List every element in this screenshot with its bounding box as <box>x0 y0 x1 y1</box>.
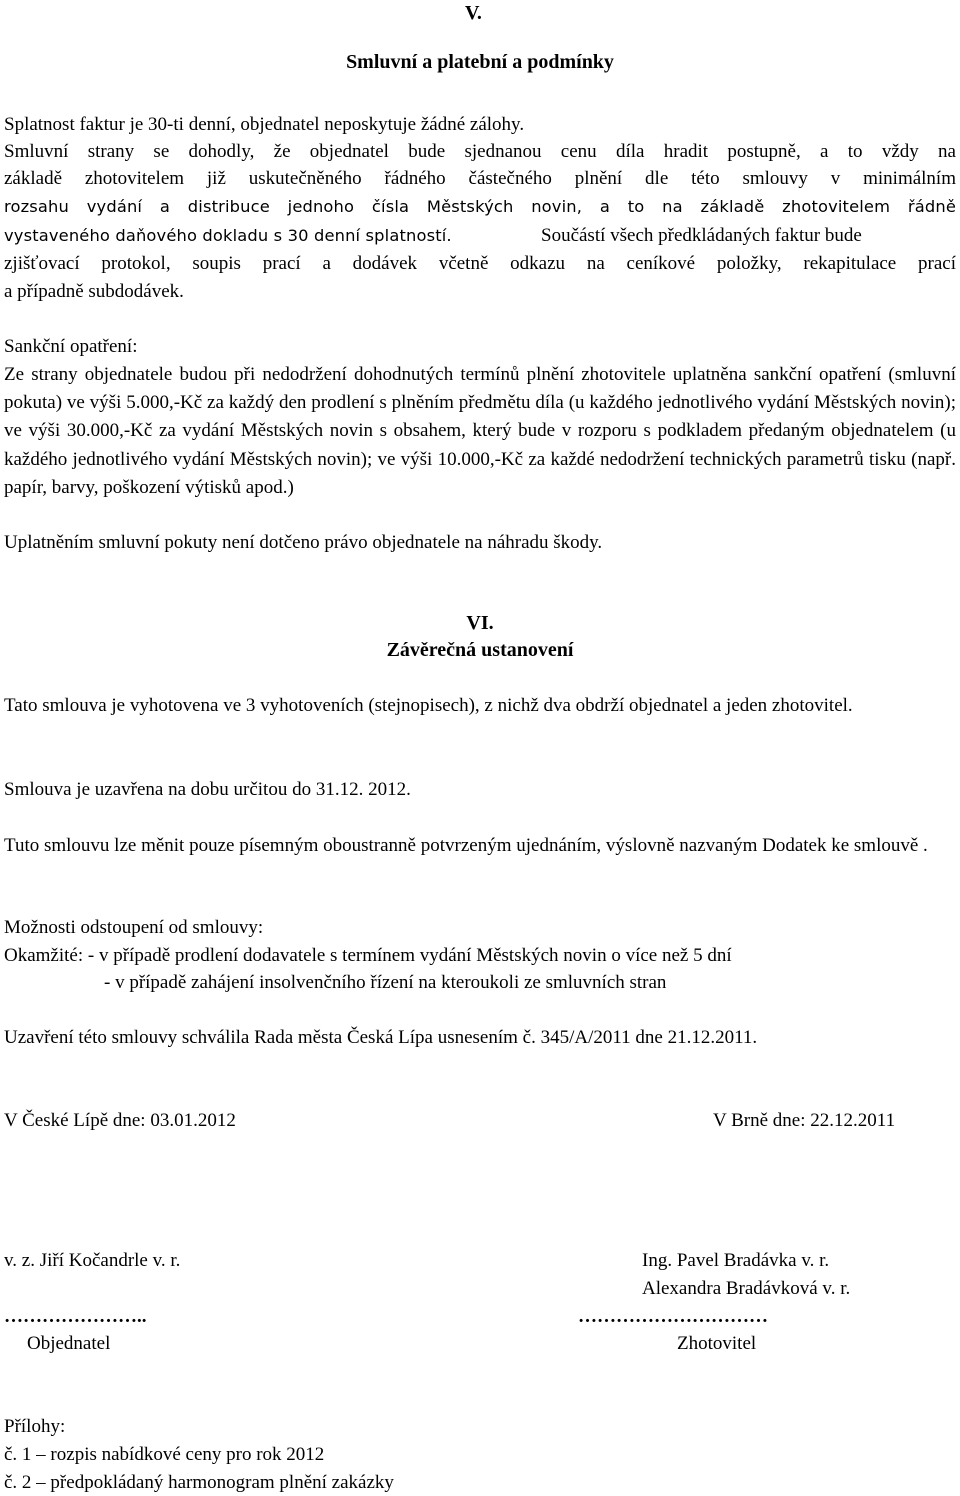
payment-terms-text: Splatnost faktur je 30-ti denní, objednatel neposkytuje žádné zálohy. <box>4 114 525 135</box>
payment-line: Součástí všech předkládaných faktur bude <box>541 225 862 246</box>
amendment-text: Tuto smlouvu lze měnit pouze písemným oboustranně potvrzeným ujednáním, výslovně nazvaným Dodatek ke smlouvě . <box>4 835 928 856</box>
place-date-right: V Brně dne: 22.12.2011 <box>713 1110 896 1131</box>
contract-term: Smlouva je uzavřena na dobu určitou do 31.12. 2012. <box>4 779 411 800</box>
sanctions-last-line: Uplatněním smluvní pokuty není dotčeno právo objednatele na náhradu škody. <box>4 532 603 553</box>
council-approval: Uzavření této smlouvy schválila Rada města Česká Lípa usnesením č. 345/A/2011 dne 21.12.2011. <box>4 1027 758 1048</box>
payment-line: a případně subdodávek. <box>4 281 184 302</box>
section-title: Závěrečná ustanovení <box>386 639 574 661</box>
signer-left: v. z. Jiří Kočandrle v. r. <box>4 1250 181 1271</box>
sanctions-label: Sankční opatření: <box>4 336 138 357</box>
withdrawal-line: - v případě zahájení insolvenčního řízení na kteroukoli ze smluvních stran <box>104 972 667 993</box>
place-date-left: V České Lípě dne: 03.01.2012 <box>4 1110 236 1131</box>
withdrawal-line: Okamžité: - v případě prodlení dodavatele s termínem vydání Městských novin o více než 5 dní <box>4 945 732 966</box>
role-right: Zhotovitel <box>677 1333 757 1354</box>
section-title: Smluvní a platební a podmínky <box>346 51 614 73</box>
payment-line: rozsahu vydání a distribuce jednoho čísla Městských novin, a to na základě zhotovitelem řádně <box>4 197 956 216</box>
sanctions-text: Ze strany objednatele budou při nedodržení dohodnutých termínů plnění zhotovitele uplatněna sankční opatření (smluvní pokuta) ve výši 5.000,-Kč za každý den prodlení s plněním předmětu díla (u každého jednotlivého vydání Městských novin); ve výši 30.000,-Kč za vydání Městských novin s obsahem, který bude v rozporu s podkladem předaným objednatelem (u každého jednotlivého vydání Městských novin); ve výši 10.000,-Kč za každé nedodržení technických parametrů tisku (např. papír, barvy, poškození výtisků apod.) <box>4 364 956 498</box>
payment-line: vystaveného daňového dokladu s 30 denní splatností. <box>4 226 452 245</box>
attachment-item: č. 1 – rozpis nabídkové ceny pro rok 2012 <box>4 1444 325 1465</box>
signature-line-right: ………………………… <box>578 1306 768 1327</box>
signer-right: Ing. Pavel Bradávka v. r. <box>642 1250 830 1271</box>
amendment-paragraph <box>4 831 944 860</box>
attachment-item: č. 2 – předpokládaný harmonogram plnění zakázky <box>4 1472 394 1493</box>
payment-line: Smluvní strany se dohodly, že objednatel bude sjednanou cenu díla hradit postupně, a to vždy na <box>4 141 956 162</box>
role-left: Objednatel <box>27 1333 111 1354</box>
payment-line: základě zhotovitelem již uskutečněného řádného částečného plnění dle této smlouvy v minimálním <box>4 168 956 189</box>
copies-paragraph: Tato smlouva je vyhotovena ve 3 vyhotoveních (stejnopisech), z nichž dva obdrží objednatel a jeden zhotovitel. <box>4 695 853 716</box>
payment-line: zjišťovací protokol, soupis prací a dodávek včetně odkazu na ceníkové položky, rekapitulace prací <box>4 253 956 274</box>
signature-line-left: ………………….. <box>4 1306 147 1327</box>
signer-right: Alexandra Bradávková v. r. <box>642 1278 851 1299</box>
attachments-label: Přílohy: <box>4 1416 66 1437</box>
section-number: V. <box>465 2 482 24</box>
section-number: VI. <box>466 612 494 634</box>
withdrawal-label: Možnosti odstoupení od smlouvy: <box>4 917 264 938</box>
